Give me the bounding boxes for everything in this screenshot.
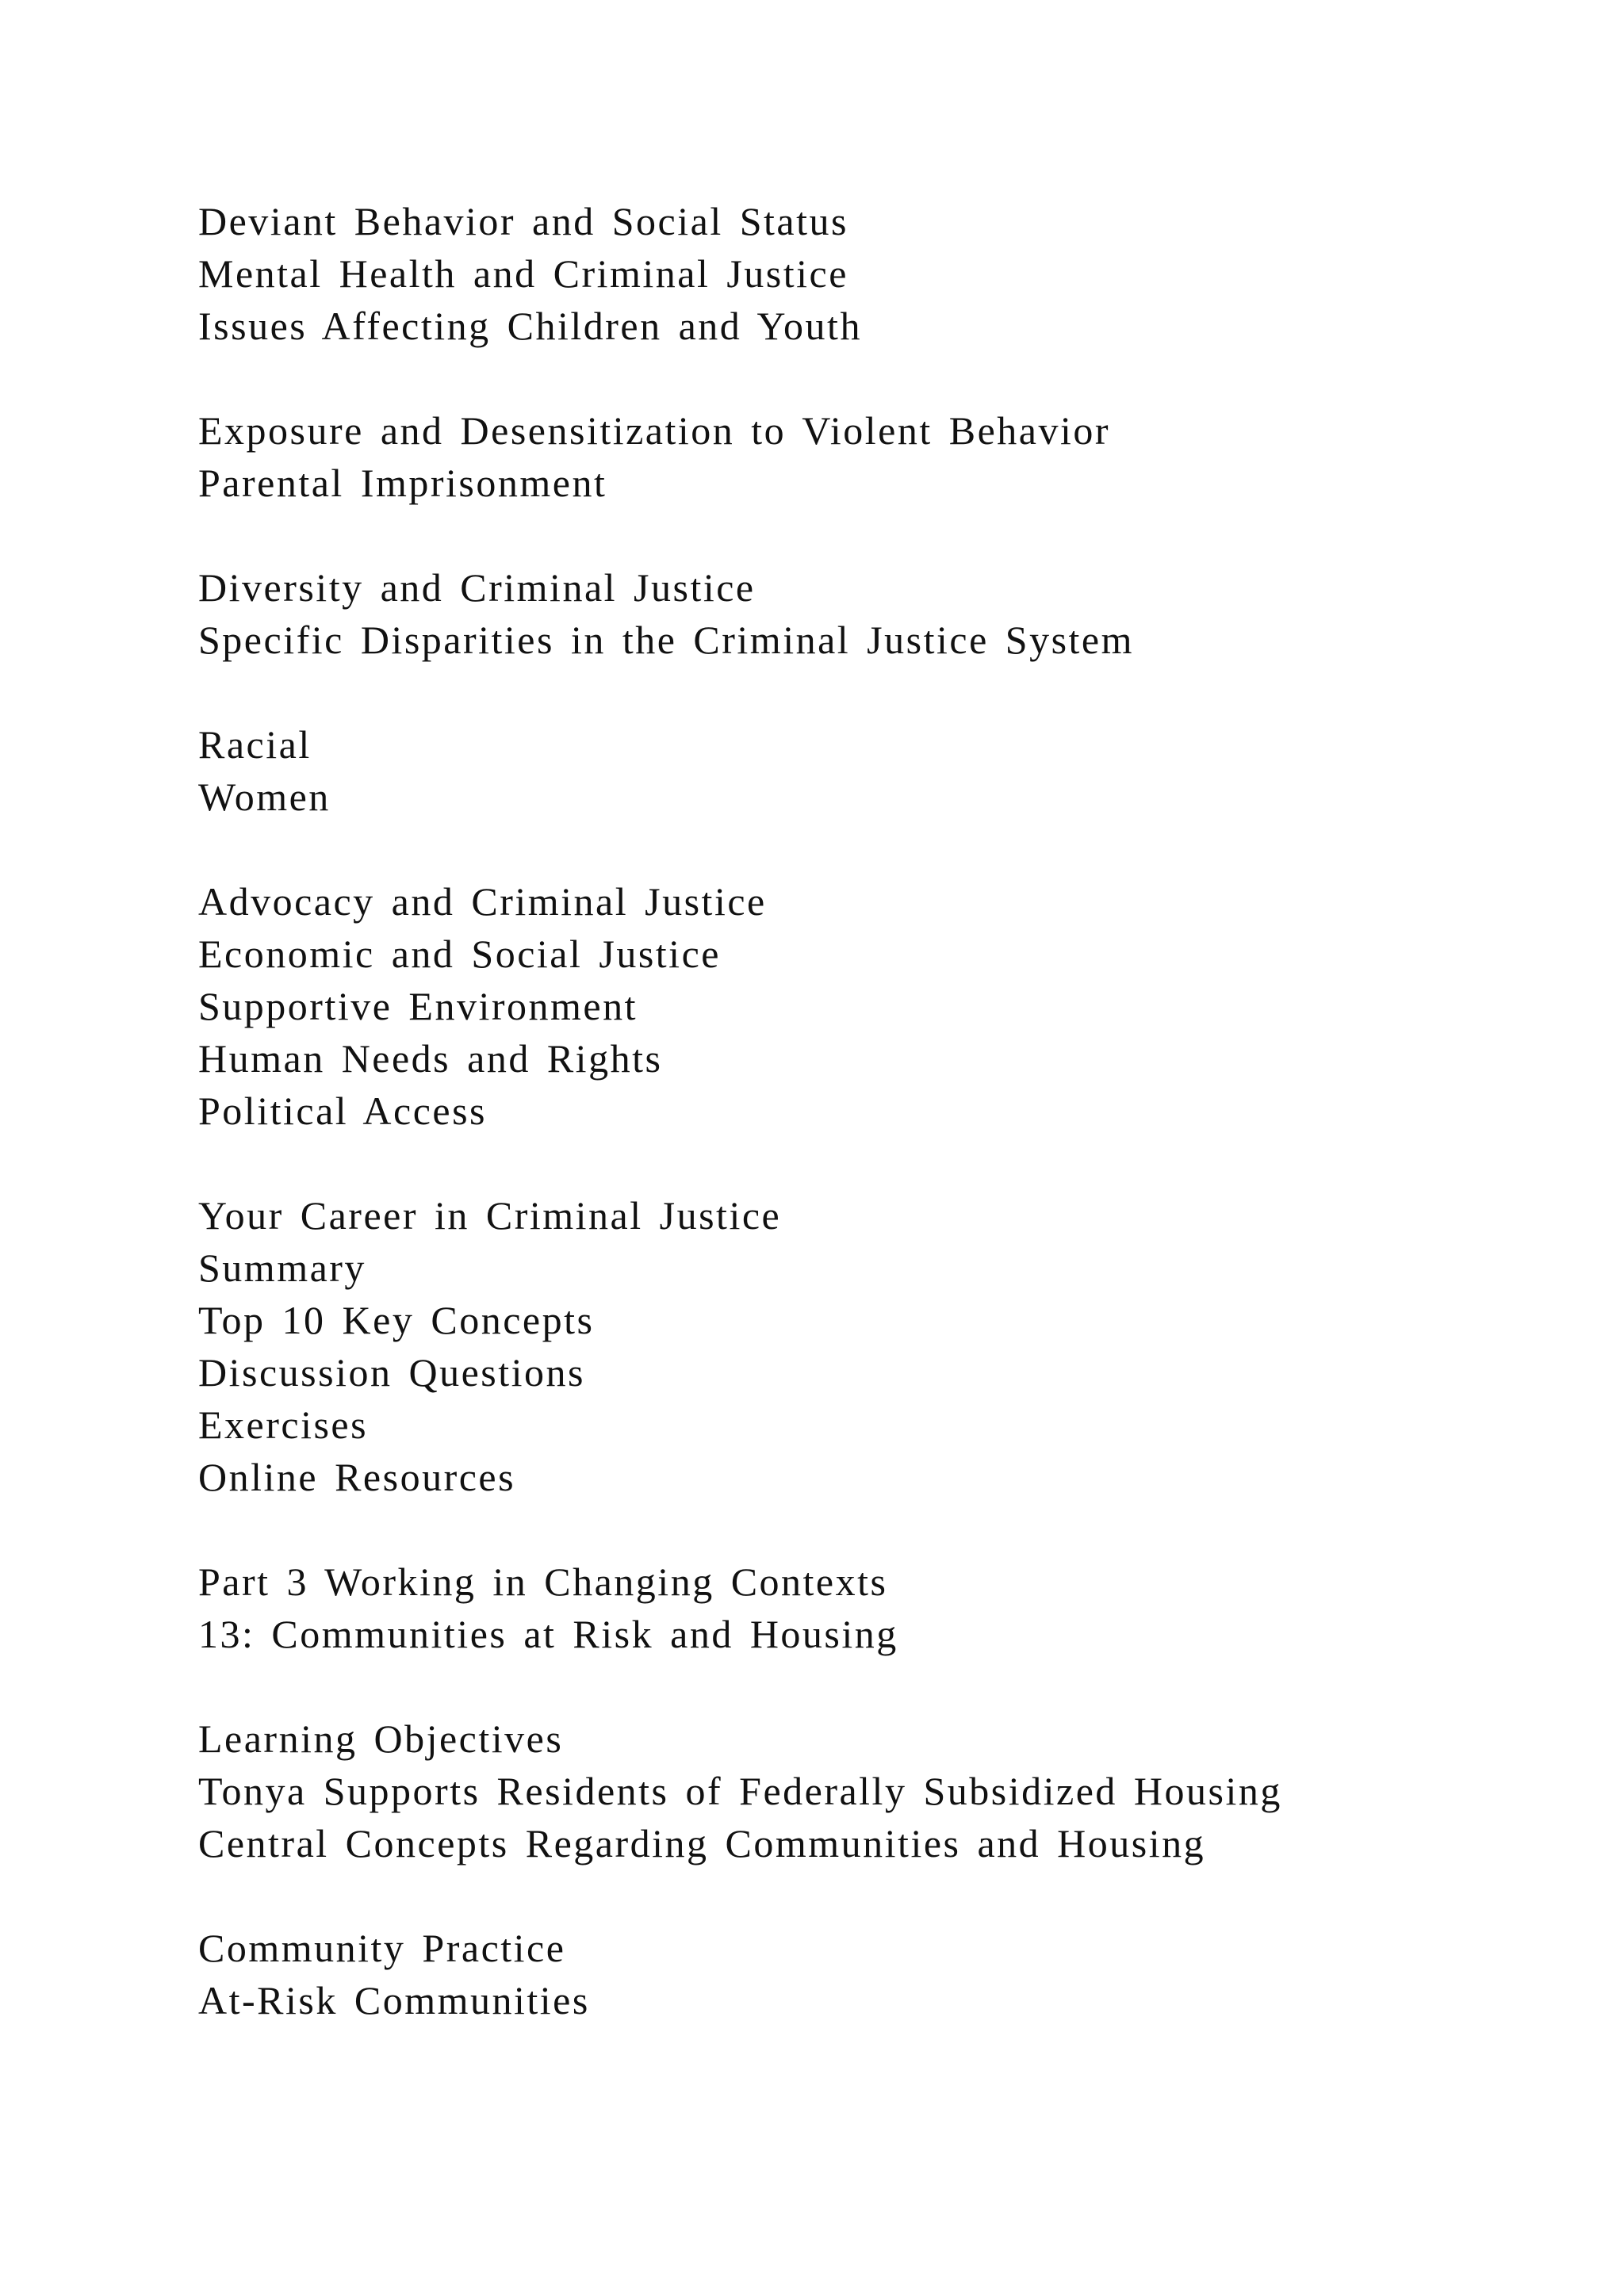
text-block: [198, 875, 1546, 1137]
text-line: Women: [198, 775, 331, 819]
document-text: [198, 195, 1546, 2026]
text-line: Exercises: [198, 1402, 369, 1447]
text-line: Issues Affecting Children and Youth: [198, 304, 862, 348]
text-line: Deviant Behavior and Social Status: [198, 199, 848, 243]
text-line: Online Resources: [198, 1455, 516, 1499]
text-line: Learning Objectives: [198, 1716, 564, 1761]
text-block: [198, 195, 1546, 352]
text-block: [198, 1556, 1546, 1660]
text-line: Economic and Social Justice: [198, 932, 721, 976]
text-line: Human Needs and Rights: [198, 1036, 663, 1081]
text-line: Political Access: [198, 1089, 487, 1133]
text-line: Summary: [198, 1246, 366, 1290]
text-line: Advocacy and Criminal Justice: [198, 879, 767, 924]
text-block: [198, 1922, 1546, 2026]
text-block: [198, 718, 1546, 823]
text-line: Diversity and Criminal Justice: [198, 565, 756, 610]
text-line: 13: Communities at Risk and Housing: [198, 1612, 898, 1656]
text-line: At-Risk Communities: [198, 1978, 590, 2022]
text-line: Your Career in Criminal Justice: [198, 1193, 782, 1238]
text-line: Exposure and Desensitization to Violent Behavior: [198, 408, 1111, 453]
text-block: [198, 1712, 1546, 1869]
text-line: Tonya Supports Residents of Federally Subsidized Housing: [198, 1769, 1282, 1813]
text-line: Discussion Questions: [198, 1350, 585, 1395]
text-line: Community Practice: [198, 1926, 566, 1970]
text-line: Specific Disparities in the Criminal Justice System: [198, 618, 1135, 662]
text-block: [198, 1189, 1546, 1503]
text-line: Parental Imprisonment: [198, 461, 607, 505]
text-line: Racial: [198, 722, 312, 767]
text-block: [198, 404, 1546, 509]
text-line: Part 3 Working in Changing Contexts: [198, 1559, 888, 1604]
text-line: Top 10 Key Concepts: [198, 1298, 595, 1342]
text-line: Mental Health and Criminal Justice: [198, 251, 848, 296]
text-block: [198, 561, 1546, 666]
text-line: Central Concepts Regarding Communities and Housing: [198, 1821, 1206, 1866]
text-line: Supportive Environment: [198, 984, 638, 1028]
